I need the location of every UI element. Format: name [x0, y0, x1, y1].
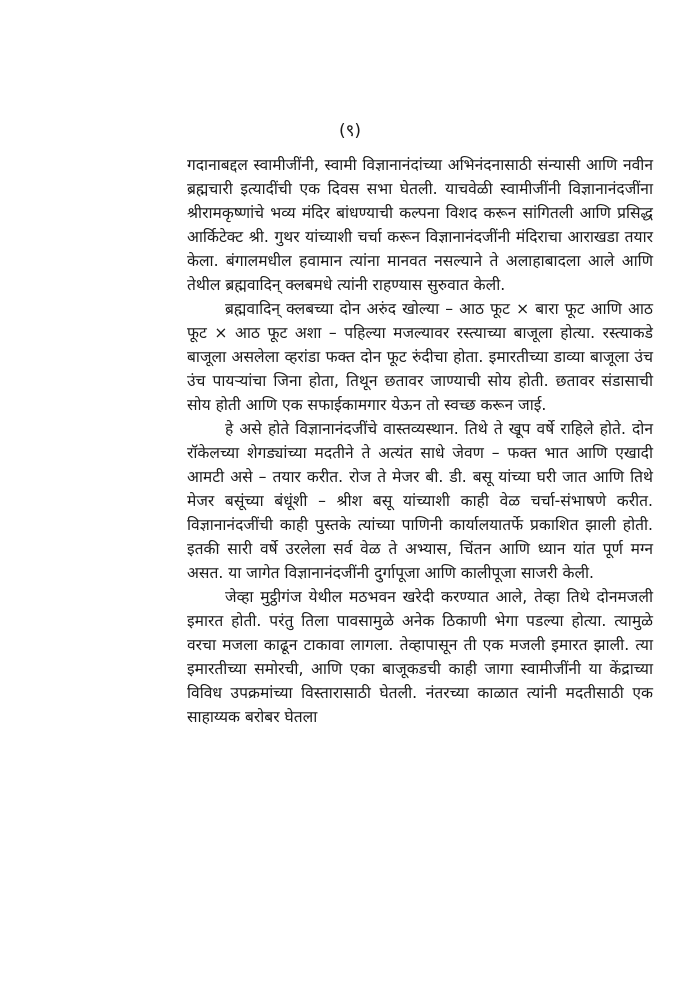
paragraph-4: जेव्हा मुट्ठीगंज येथील मठभवन खरेदी करण्यात आले, तेव्हा तिथे दोनमजली इमारत होती. परंतु तिला पावसामुळे अनेक ठिकाणी भेगा पडल्या होत्या. त्यामुळे वरचा मजला काढून टाकावा लागला. तेव्हापासून ती एक मजली इमारत झाली. त्या इमारतीच्या समोरची, आणि एका बाजूकडची काही जागा स्वामीजींनी या केंद्राच्या विविध उपक्रमांच्या विस्तारासाठी घेतली. नंतरच्या काळात त्यांनी मदतीसाठी एक साहाय्यक बरोबर घेतला — [187, 588, 653, 726]
paragraph-2: ब्रह्मवादिन् क्लबच्या दोन अरुंद खोल्या – आठ फूट × बारा फूट आणि आठ फूट × आठ फूट अशा – पहिल्या मजल्यावर रस्त्याच्या बाजूला होत्या. रस्त्याकडे बाजूला असलेला व्हरांडा फक्त दोन फूट रुंदीचा होता. इमारतीच्या डाव्या बाजूला उंच उंच पायऱ्यांचा जिना होता, तिथून छतावर जाण्याची सोय होती. छतावर संडासाची सोय होती आणि एक सफाईकामगार येऊन तो स्वच्छ करून जाई. — [187, 300, 653, 414]
body-text — [187, 153, 653, 729]
paragraph-3: हे असे होते विज्ञानानंदजींचे वास्तव्यस्थान. तिथे ते खूप वर्षे राहिले होते. दोन रॉकेलच्या शेगड्यांच्या मदतीने ते अत्यंत साधे जेवण – फक्त भात आणि एखादी आमटी असे – तयार करीत. रोज ते मेजर बी. डी. बसू यांच्या घरी जात आणि तिथे मेजर बसूंच्या बंधूंशी – श्रीश बसू यांच्याशी काही वेळ चर्चा-संभाषणे करीत. विज्ञानानंदजींची काही पुस्तके त्यांच्या पाणिनी कार्यालयातर्फे प्रकाशित झाली होती. इतकी सारी वर्षे उरलेला सर्व वेळ ते अभ्यास, चिंतन आणि ध्यान यांत पूर्ण मग्न असत. या जागेत विज्ञानानंदजींनी दुर्गापूजा आणि कालीपूजा साजरी केली. — [187, 420, 653, 582]
page-number: (९) — [338, 121, 362, 141]
paragraph-1: गदानाबद्दल स्वामीजींनी, स्वामी विज्ञानानंदांच्या अभिनंदनासाठी संन्यासी आणि नवीन ब्रह्मचारी इत्यादींची एक दिवस सभा घेतली. याचवेळी स्वामीजींनी विज्ञानानंदजींना श्रीरामकृष्णांचे भव्य मंदिर बांधण्याची कल्पना विशद करून सांगितली आणि प्रसिद्ध आर्किटेक्ट श्री. गुथर यांच्याशी चर्चा करून विज्ञानानंदजींनी मंदिराचा आराखडा तयार केला. बंगालमधील हवामान त्यांना मानवत नसल्याने ते अलाहाबादला आले आणि तेथील ब्रह्मवादिन् क्लबमधे त्यांनी राहण्यास सुरुवात केली. — [187, 156, 653, 294]
